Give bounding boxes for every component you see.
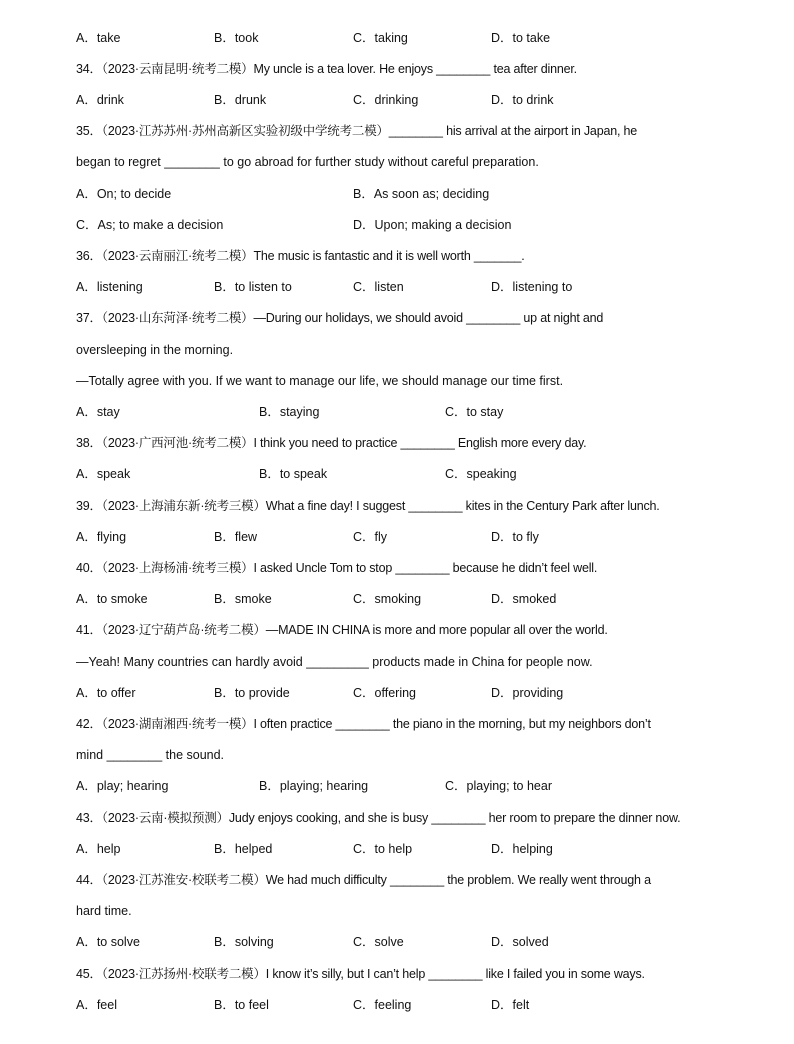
option-b: B．to provide [214,686,290,700]
option-d: D．providing [491,686,564,700]
option-b: B．smoke [214,592,272,606]
option-c: C．smoking [353,592,422,606]
question-stem-continued: began to regret ________ to go abroad for further study without careful preparation. [76,155,539,169]
option-d: D．to fly [491,530,539,544]
option-c: C．speaking [445,467,517,481]
option-b: B．flew [214,530,258,544]
option-a: A．to smoke [76,592,148,606]
option-a: A．feel [76,998,117,1012]
option-a: A．drink [76,93,124,107]
option-b: B．to listen to [214,280,292,294]
option-c: C．offering [353,686,416,700]
option-b: B．staying [259,405,320,419]
option-b: B．to speak [259,467,328,481]
option-a: A．flying [76,530,127,544]
option-d: D．Upon; making a decision [353,218,512,232]
question-stem-continued: mind ________ the sound. [76,748,225,762]
question-stem: 37．（2023·山东菏泽·统考二模）—During our holidays, we should avoid ________ up at night and [76,311,604,325]
question-stem: 41．（2023·辽宁葫芦岛·统考二模）—MADE IN CHINA is more and more popular all over the world. [76,623,608,637]
question-stem-continued: hard time. [76,904,132,918]
option-a: A．play; hearing [76,779,169,793]
option-c: C．As; to make a decision [76,218,224,232]
option-a: A．listening [76,280,143,294]
option-b: B．took [214,31,259,45]
option-a: A．On; to decide [76,187,172,201]
option-c: C．to stay [445,405,504,419]
question-stem: 38．（2023·广西河池·统考二模）I think you need to practice ________ English more every day. [76,436,587,450]
option-c: C．solve [353,935,404,949]
option-a: A．to offer [76,686,136,700]
question-stem: 44．（2023·江苏淮安·校联考二模）We had much difficulty ________ the problem. We really went through a [76,873,651,887]
option-d: D．to take [491,31,551,45]
option-c: C．playing; to hear [445,779,553,793]
option-b: B．drunk [214,93,267,107]
option-a: A．help [76,842,121,856]
question-stem: 42．（2023·湖南湘西·统考一模）I often practice ________ the piano in the morning, but my neighbors don’t [76,717,651,731]
question-stem: 35．（2023·江苏苏州·苏州高新区实验初级中学统考二模）________ his arrival at the airport in Japan, he [76,124,637,138]
option-d: D．to drink [491,93,554,107]
option-c: C．listen [353,280,404,294]
option-a: A．take [76,31,121,45]
option-b: B．to feel [214,998,269,1012]
option-c: C．to help [353,842,413,856]
option-a: A．stay [76,405,120,419]
option-c: C．feeling [353,998,412,1012]
option-b: B．helped [214,842,273,856]
question-dialogue-reply: —Totally agree with you. If we want to manage our life, we should manage our time first. [76,374,564,388]
question-stem: 40．（2023·上海杨浦·统考三模）I asked Uncle Tom to stop ________ because he didn’t feel well. [76,561,598,575]
question-stem: 45．（2023·江苏扬州·校联考二模）I know it’s silly, but I can’t help ________ like I failed you in some ways. [76,967,645,981]
option-b: B．solving [214,935,274,949]
option-d: D．smoked [491,592,557,606]
question-stem: 43．（2023·云南·模拟预测）Judy enjoys cooking, and she is busy ________ her room to prepare the dinner now. [76,811,681,825]
option-a: A．speak [76,467,131,481]
option-c: C．taking [353,31,408,45]
option-c: C．drinking [353,93,419,107]
option-b: B．As soon as; deciding [353,187,490,201]
option-a: A．to solve [76,935,140,949]
question-stem-continued: oversleeping in the morning. [76,343,234,357]
option-c: C．fly [353,530,388,544]
question-stem: 39．（2023·上海浦东新·统考三模）What a fine day! I suggest ________ kites in the Century Park after lunch. [76,499,660,513]
option-d: D．listening to [491,280,573,294]
question-stem: 34．（2023·云南昆明·统考二模）My uncle is a tea lover. He enjoys ________ tea after dinner. [76,62,577,76]
question-dialogue-reply: —Yeah! Many countries can hardly avoid _________ products made in China for people now. [76,655,593,669]
option-b: B．playing; hearing [259,779,369,793]
option-d: D．helping [491,842,553,856]
question-stem: 36．（2023·云南丽江·统考二模）The music is fantastic and it is well worth _______. [76,249,525,263]
option-d: D．felt [491,998,530,1012]
option-d: D．solved [491,935,549,949]
